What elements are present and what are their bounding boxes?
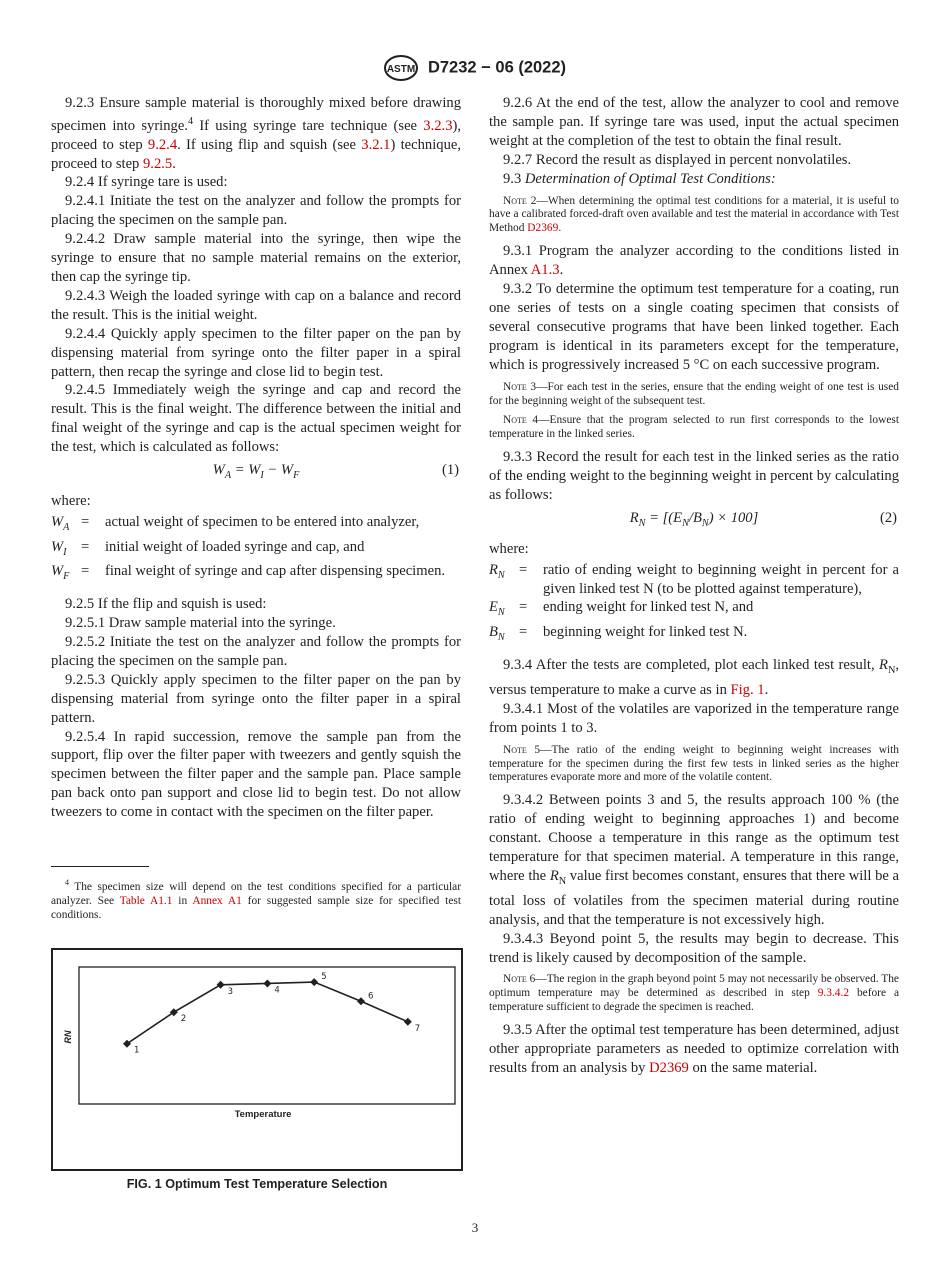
text-run: The specimen size will depend on the test conditions specified for a particular analyzer. See (51, 880, 461, 907)
link-reference[interactable]: 3.2.3 (423, 117, 453, 134)
where-label (51, 492, 461, 511)
text-run: —The ratio of the ending weight to beginning weight increases with temperature for the specimen during the first few tests in linked series as the higher temperatures evaporate more and more of the volatile content. (489, 743, 899, 784)
equation (489, 509, 899, 534)
text-run: —The region in the graph beyond point 5 may not necessarily be observed. The optimum temperature may be determined as described in step (489, 973, 899, 1000)
text-run: . (559, 262, 564, 279)
plot-area (79, 967, 455, 1104)
text-run: value first becomes constant, ensures that there will be a total loss of volatiles from the specimen material during routine analysis, and that the temperature is not excessively high. (489, 867, 899, 928)
text-run: on the same material. (688, 1059, 818, 1076)
subscript: N (701, 517, 709, 529)
text-run: —When determining the optimal test conditions for a material, it is useful to have a calibrated forced-draft oven available and test the material in accordance with Test Method (489, 194, 900, 235)
symbol-subscript: F (63, 571, 70, 583)
note (489, 195, 899, 237)
footnote-marker: 4 (65, 878, 69, 887)
paragraph (489, 930, 899, 968)
symbol-subscript: N (497, 607, 505, 619)
paragraph (489, 700, 899, 738)
link-reference[interactable]: A1.3 (530, 262, 560, 279)
definition-row (489, 598, 899, 623)
paragraph (51, 325, 461, 382)
equals-sign: = (81, 513, 90, 530)
paragraph (51, 728, 461, 823)
paragraph (51, 633, 461, 671)
page-number: 3 (471, 1220, 479, 1235)
note (489, 381, 899, 409)
definition-row (51, 562, 461, 587)
definition-row (489, 561, 899, 599)
text-run: − W (263, 462, 294, 479)
text-run: 9.2.5.4 In rapid succession, remove the sample pan from the support, flip over the filter paper with tweezers and gently squish the specimen between the filter paper and the sample pan. Place sample pan back onto pan support and close lid to begin test. Do not allow tweezers to come in contact with the specimen on the filter paper. (51, 728, 461, 821)
text-run: , versus temperature to make a curve as in (489, 657, 899, 698)
text-run: ) technique, proceed to step (51, 136, 461, 172)
data-point-marker (310, 978, 318, 986)
text-run: R (629, 509, 639, 526)
text-run: 9.3.3 Record the result for each test in the linked series as the ratio of the ending weight to the beginning weight in percent by calculating as follows: (489, 449, 899, 504)
subscript: A (224, 469, 232, 481)
text-run: 9.2.4.5 Immediately weigh the syringe and cap and record the result. This is the final weight. The difference between the initial and final weight of the syringe and cap is the actual specimen weight for the test, which is calculated as follows: (51, 382, 461, 456)
paragraph (489, 448, 899, 505)
italic-text: Determination of Optimal Test Conditions: (524, 170, 776, 187)
symbol-letter: W (51, 563, 64, 580)
variable-symbol (489, 598, 519, 623)
footnote-marker: 4 (187, 115, 194, 127)
text-run: 9.3.4 After the tests are completed, plot each linked test result, (503, 657, 880, 674)
subscript: N (558, 875, 567, 887)
symbol-letter: R (489, 561, 498, 578)
symbol-subscript: A (63, 521, 70, 533)
figure-1-chart (51, 948, 463, 1171)
note (489, 414, 899, 442)
definition-row (51, 513, 461, 538)
italic-text: R (549, 867, 559, 884)
data-point-label: 1 (134, 1045, 140, 1056)
equation-number: (1) (441, 462, 459, 479)
definition-text: actual weight of specimen to be entered into analyzer, (105, 513, 420, 530)
definition-row (489, 623, 899, 648)
y-axis-label: RN (63, 1030, 73, 1044)
text-run: 9.3.4.2 Between points 3 and 5, the results approach 100 % (the ratio of ending weight to beginning approaches 1) and become constant. Choose a temperature in this range as the optimum test temperature for that specimen material. A temperature in this range, where the (489, 792, 899, 884)
paragraph (489, 656, 899, 700)
text-run: . (558, 222, 562, 235)
text-run: 9.2.5.3 Quickly apply specimen to the filter paper on the pan by dispensing material from syringe onto the filter paper in a spiral pattern. (51, 671, 461, 726)
link-reference[interactable]: 9.2.4 (147, 136, 178, 153)
note-label: Note 3 (503, 380, 537, 393)
paragraph (489, 94, 899, 151)
data-point-label: 5 (321, 972, 327, 983)
figure-caption: FIG. 1 Optimum Test Temperature Selection (126, 1177, 388, 1191)
text-run: for suggested sample size for specified test conditions. (51, 894, 461, 921)
equation (51, 461, 461, 486)
paragraph (489, 791, 899, 929)
equals-sign: = (81, 563, 90, 580)
subscript: F (293, 469, 300, 481)
text-run: = W (231, 462, 261, 479)
text-run: 9.3.1 Program the analyzer according to the conditions listed in Annex (489, 243, 899, 279)
variable-symbol (489, 623, 519, 648)
text-run: 9.2.5.2 Initiate the test on the analyzer and follow the prompts for placing the specimen on the sample pan. (51, 634, 461, 669)
link-reference[interactable]: Annex A1 (192, 894, 242, 907)
text-run: 9.2.4.4 Quickly apply specimen to the filter paper on the pan by dispensing material from syringe onto the filter paper in a spiral pattern, then recap the syringe and close lid to begin test. (51, 325, 461, 380)
note-label: Note 4 (503, 414, 539, 427)
text-run: 9.3.5 After the optimal test temperature has been determined, adjust other appropriate parameters as needed to optimize correlation with results from an analysis by (489, 1022, 899, 1076)
note-label: Note 2 (503, 194, 537, 207)
symbol-letter: W (51, 538, 64, 555)
paragraph (51, 381, 461, 457)
text-run: 9.2.7 Record the result as displayed in percent nonvolatiles. (503, 151, 852, 168)
data-point-label: 4 (274, 985, 280, 996)
text-run: —For each test in the series, ensure that the ending weight of one test is used for the beginning weight of the subsequent test. (489, 380, 899, 407)
astm-logo-icon (384, 55, 418, 81)
paragraph (489, 280, 899, 375)
text-run: . (172, 155, 176, 172)
paragraph (51, 614, 461, 633)
variable-symbol (51, 562, 81, 587)
text-run: If using syringe tare technique (see (193, 117, 424, 134)
paragraph (489, 242, 899, 280)
data-point-label: 2 (180, 1014, 187, 1025)
subscript: N (638, 517, 646, 529)
text-run: 9.2.4.2 Draw sample material into the syringe, then wipe the syringe to ensure that no sample material remains on the exterior, then cap the syringe tip. (51, 231, 461, 286)
text-run: ) × 100] (708, 509, 759, 526)
subscript: N (682, 517, 689, 529)
definition-text: ratio of ending weight to beginning weight in percent for a given linked test N (to be plotted against temperature), (543, 561, 899, 597)
equation-number: (2) (879, 509, 897, 526)
link-reference[interactable]: 3.2.1 (361, 136, 391, 153)
note (489, 973, 899, 1015)
text-run: 9.3.2 To determine the optimum test temperature for a coating, run one series of tests on a single coating specimen that consists of several consecutive programs that have been linked together. Each program is identical in its parameters except for the temperature, which is progressively increased 5 °C on each successive program. (489, 281, 899, 373)
text-run: 9.2.4 If syringe tare is used: (65, 174, 228, 191)
definition-text: ending weight for linked test N, and (543, 599, 754, 616)
link-reference[interactable]: Table A1.1 (119, 894, 173, 907)
link-reference[interactable]: D2369 (527, 222, 559, 235)
data-point-label: 6 (368, 991, 374, 1002)
link-reference[interactable]: D2369 (649, 1059, 689, 1076)
paragraph (51, 287, 461, 325)
text-run: before a temperature sufficient to degrade the specimen is reached. (489, 987, 900, 1014)
italic-text: R (879, 657, 888, 674)
link-reference[interactable]: 9.3.4.2 (817, 987, 850, 1000)
right-column (489, 94, 899, 1078)
page-header (0, 55, 950, 81)
link-reference[interactable]: 9.2.5 (143, 155, 173, 172)
data-point-marker (263, 979, 271, 987)
text-run: 9.2.3 Ensure sample material is thoroughly mixed before drawing specimen into syringe. (51, 95, 461, 134)
data-point-label: 3 (227, 986, 234, 997)
paragraph (51, 230, 461, 287)
text-run: 9.2.5.1 Draw sample material into the syringe. (65, 615, 336, 632)
note (489, 744, 899, 786)
figure-frame (52, 949, 462, 1170)
series-line (127, 982, 408, 1044)
equals-sign: = (519, 624, 528, 641)
paragraph (489, 170, 899, 189)
variable-symbol (51, 513, 81, 538)
symbol-letter: W (51, 513, 64, 530)
note-label: Note 6 (503, 973, 536, 986)
subscript: I (260, 469, 264, 481)
x-axis-label: Temperature (234, 1109, 292, 1120)
text-run: 9.2.6 At the end of the test, allow the analyzer to cool and remove the sample pan. If syringe tare was used, input the actual specimen weight at the completion of the test to obtain the final result. (489, 95, 899, 149)
footnote (51, 876, 461, 923)
variable-symbol (489, 561, 519, 599)
link-reference[interactable]: Fig. 1 (730, 681, 765, 698)
svg-text:ASTM: ASTM (386, 64, 416, 75)
text-run: 9.2.4.3 Weigh the loaded syringe with cap on a balance and record the result. This is the initial weight. (51, 287, 461, 323)
text-run: 9.3.4.1 Most of the volatiles are vaporized in the temperature range from points 1 to 3. (489, 700, 899, 736)
definition-text: initial weight of loaded syringe and cap, and (105, 538, 365, 555)
data-point-marker (217, 981, 225, 989)
variable-symbol (51, 538, 81, 563)
text-run: ), proceed to step (51, 117, 461, 153)
text-run: . (764, 681, 769, 698)
symbol-letter: B (489, 624, 498, 641)
text-run: = [(E (645, 509, 683, 526)
paragraph (489, 151, 899, 170)
text-run: 9.2.5 If the flip and squish is used: (65, 596, 267, 613)
paragraph (489, 1021, 899, 1078)
text-run: . If using flip and squish (see (177, 136, 362, 153)
symbol-subscript: N (497, 632, 505, 644)
left-column (51, 94, 461, 822)
data-point-label: 7 (414, 1023, 421, 1034)
paragraph (51, 671, 461, 728)
subscript: N (887, 665, 896, 676)
equals-sign: = (81, 538, 90, 555)
paragraph (51, 192, 461, 230)
paragraph (51, 595, 461, 614)
definition-row (51, 538, 461, 563)
text-run: W (212, 462, 225, 479)
symbol-letter: E (489, 599, 498, 616)
document-designation: D7232 − 06 (2022) (427, 58, 567, 77)
note-label: Note 5 (503, 743, 541, 756)
where-label (489, 540, 899, 559)
text-run: 9.3.4.3 Beyond point 5, the results may begin to decrease. This trend is likely caused by decomposition of the sample. (489, 930, 899, 966)
equals-sign: = (519, 599, 528, 616)
text-run: where: (489, 540, 529, 557)
symbol-subscript: N (497, 569, 505, 581)
symbol-subscript: I (63, 546, 67, 558)
variable-definitions (489, 561, 899, 648)
text-run: in (172, 894, 193, 907)
data-point-marker (357, 997, 365, 1005)
text-run: —Ensure that the program selected to run first corresponds to the lowest temperature in the linked series. (489, 414, 900, 441)
footnote-divider (51, 866, 149, 867)
text-run: 9.2.4.1 Initiate the test on the analyzer and follow the prompts for placing the specimen on the sample pan. (51, 193, 461, 229)
variable-definitions (51, 513, 461, 587)
definition-text: final weight of syringe and cap after dispensing specimen. (105, 563, 446, 580)
paragraph (51, 94, 461, 173)
paragraph (51, 173, 461, 192)
definition-text: beginning weight for linked test N. (543, 624, 748, 641)
text-run: where: (51, 492, 91, 509)
text-run: /B (688, 509, 702, 526)
data-point-marker (404, 1018, 412, 1026)
equals-sign: = (519, 561, 528, 578)
text-run: 9.3 (503, 170, 525, 187)
